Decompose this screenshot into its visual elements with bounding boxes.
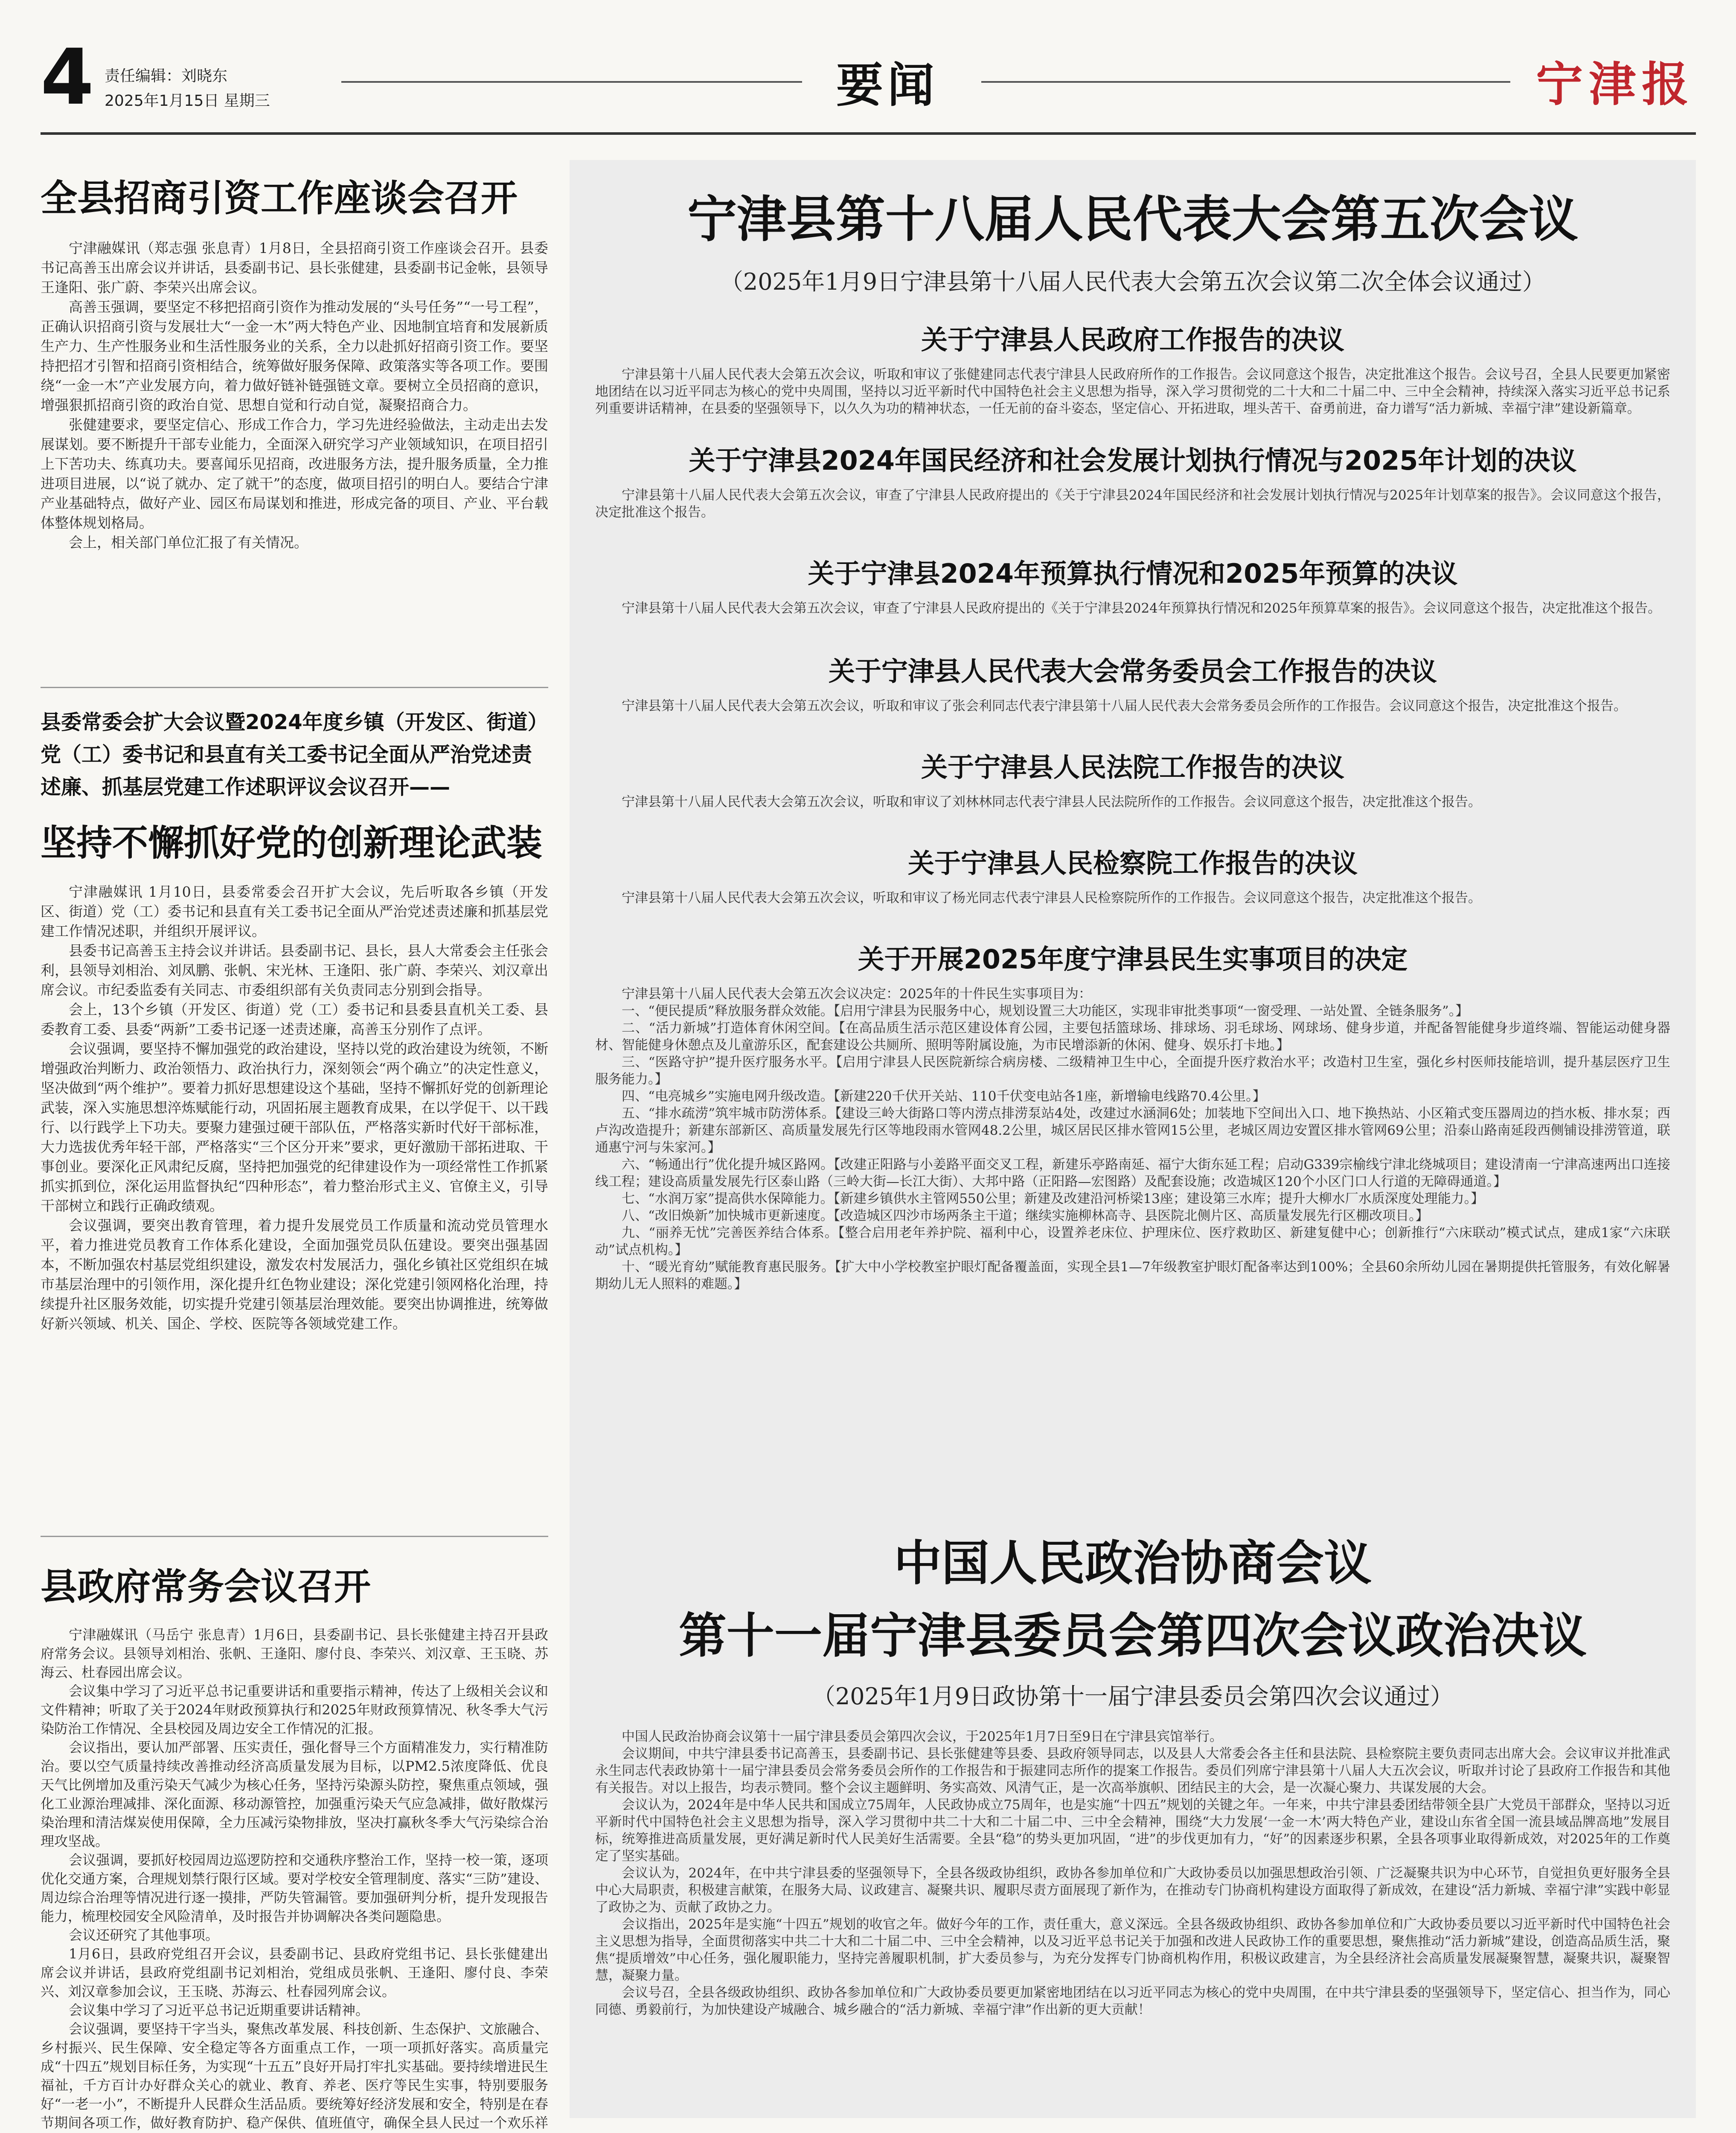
paragraph: 会议集中学习了习近平总书记重要讲话和重要指示精神，传达了上级相关会议和文件精神；听取了关于2024年财政预算执行和2025年财政预算情况、秋冬季大气污染防治工作情况、全县校园及周边安全工作情况的汇报。 bbox=[41, 1683, 548, 1737]
article-title: 坚持不懈抓好党的创新理论武装 bbox=[41, 822, 543, 864]
resolution-body: 宁津县第十八届人民代表大会第五次会议，听取和审议了杨光同志代表宁津县人民检察院所作的工作报告。会议同意这个报告，决定批准这个报告。 bbox=[622, 890, 1481, 906]
article-body bbox=[41, 238, 548, 552]
livelihood-item: 九、“丽养无忧”完善医养结合体系。【整合启用老年养护院、福利中心，设置养老床位、护理床位、医疗救助区、新建复健中心；创新推行“六床联动”模式试点，建成1家“六床联动”试点机构。】 bbox=[595, 1225, 1670, 1258]
livelihood-item: 十、“暖光育幼”赋能教育惠民服务。【扩大中小学校教室护眼灯配备覆盖面，实现全县1—7年级教室护眼灯配备率达到100%；全县60余所幼儿园在暑期提供托管服务，有效化解暑期幼儿无人照料的难题。】 bbox=[595, 1259, 1670, 1292]
resolution-standing-committee bbox=[595, 650, 1670, 715]
resolution-body: 宁津县第十八届人民代表大会第五次会议，听取和审议了张会利同志代表宁津县第十八届人民代表大会常务委员会所作的工作报告。会议同意这个报告，决定批准这个报告。 bbox=[622, 698, 1627, 714]
paragraph: 会议集中学习了习近平总书记近期重要讲话精神。 bbox=[69, 2002, 369, 2018]
decision-livelihood-projects bbox=[595, 938, 1670, 1293]
paragraph: 张健建要求，要坚定信心、形成工作合力，学习先进经验做法，主动走出去发展谋划。要不断提升干部专业能力，全面深入研究学习产业领域知识，在项目招引上下苦功夫、练真功夫。要喜闻乐见招商，改进服务方法，提升服务质量，全力推进项目进展，以“说了就办、定了就干”的态度，做项目招引的明白人。要结合宁津产业基础特点，做好产业、园区布局谋划和推进，形成完备的项目、产业、平台载体整体规划格局。 bbox=[41, 416, 548, 531]
article-county-meeting bbox=[41, 1557, 548, 2133]
paragraph: 1月6日，县政府党组召开会议，县委副书记、县政府党组书记、县长张健建出席会议并讲话，县政府党组副书记刘相治，党组成员张帆、王逢阳、廖付良、李荣兴、刘汉章参加会议，王玉晓、苏海云、杜春园列席会议。 bbox=[41, 1946, 548, 1999]
article-title: 县政府常务会议召开 bbox=[41, 1566, 371, 1608]
section-title: 要闻 bbox=[836, 58, 939, 113]
paragraph: 会议认为，2024年是中华人民共和国成立75周年，人民政协成立75周年，也是实施“十四五”规划的关键之年。一年来，中共宁津县委团结带领全县广大党员干部群众，坚持以习近平新时代中国特色社会主义思想为指导，深入学习贯彻中共二十大和二十届二中、三中全会精神，围绕“大力发展‘一金一木’两大特色产业，建设山东省全国一流县域品牌高地”发展目标，统筹推进高质量发展，更好满足新时代人民美好生活需要。全县“稳”的势头更加巩固，“进”的步伐更加有力，“好”的因素逐步积累，全县各项事业取得新成效，对2025年的工作奠定了坚实基础。 bbox=[595, 1797, 1670, 1864]
paragraph: 会上，相关部门单位汇报了有关情况。 bbox=[69, 534, 308, 551]
livelihood-item: 五、“排水疏涝”筑牢城市防涝体系。【建设三岭大街路口等内涝点排涝泵站4处，改建过水涵洞6处；加装地下空间出入口、地下换热站、小区箱式变压器周边的挡水板、排水泵；西卢沟改造提升；新建东部新区、高质量发展先行区等地段雨水管网48.2公里，城区居民区排水管网15公里，老城区周边安置区排水管网69公里；沿泰山路南延段西侧铺设排涝管道，联通惠宁河与朱家河。】 bbox=[595, 1106, 1670, 1155]
resolution-body: 宁津县第十八届人民代表大会第五次会议，听取和审议了刘林林同志代表宁津县人民法院所作的工作报告。会议同意这个报告，决定批准这个报告。 bbox=[622, 794, 1481, 810]
paragraph: 会议强调，要坚持不懈加强党的政治建设，坚持以党的政治建设为统领，不断增强政治判断力、政治领悟力、政治执行力，深刻领会“两个确立”的决定性意义，坚决做到“两个维护”。要着力抓好思想建设这个基础，坚持不懈抓好党的创新理论武装，深入实施思想淬炼赋能行动，巩固拓展主题教育成果，在以学促干、以干践行、以行践学上下功夫。要聚力建强过硬干部队伍，严格落实新时代好干部标准，大力选拔优秀年轻干部，严格落实“三个区分开来”要求，更好激励干部拓进取、干事创业。要深化正风肃纪反腐，坚持把加强党的纪律建设作为一项经常性工作抓紧抓实抓到位，深化运用监督执纪“四种形态”，着力整治形式主义、官僚主义，引导干部树立和践行正确政绩观。 bbox=[41, 1040, 548, 1214]
livelihood-item: 六、“畅通出行”优化提升城区路网。【改建正阳路与小姜路平面交叉工程，新建乐亭路南延、福宁大街东延工程；启动G339宗榆线宁津北绕城项目；建设清南一宁津高速两出口连接线工程；建设高质量发展先行区泰山路（三岭大街—长江大街）、大邦中路（正阳路—宏图路）及配套设施；改造城区120个小区门口人行道的无障碍通道。】 bbox=[595, 1157, 1670, 1189]
resolution-title: 关于宁津县人民检察院工作报告的决议 bbox=[907, 848, 1358, 879]
resolution-title: 关于宁津县人民法院工作报告的决议 bbox=[921, 752, 1344, 783]
resolution-body: 宁津县第十八届人民代表大会第五次会议，审查了宁津县人民政府提出的《关于宁津县2024年预算执行情况和2025年预算草案的报告》。会议同意这个报告，决定批准这个报告。 bbox=[622, 601, 1661, 616]
article-divider bbox=[41, 687, 548, 688]
resolution-title: 关于宁津县2024年国民经济和社会发展计划执行情况与2025年计划的决议 bbox=[689, 445, 1577, 476]
paragraph: 县委书记高善玉主持会议并讲话。县委副书记、县长，县人大常委会主任张会利，县领导刘相治、刘凤鹏、张帆、宋光林、王逢阳、张广蔚、李荣兴、刘汉章出席会议。市纪委监委有关同志、市委组织部有关负责同志分别到会指导。 bbox=[41, 942, 548, 998]
resolution-title: 关于开展2025年度宁津县民生实事项目的决定 bbox=[858, 944, 1408, 975]
resolution-body: 宁津县第十八届人民代表大会第五次会议，听取和审议了张健建同志代表宁津县人民政府所作的工作报告。会议同意这个报告，决定批准这个报告。会议号召，全县人民要更加紧密地团结在以习近平同志为核心的党中央周围，坚持以习近平新时代中国特色社会主义思想为指导，深入学习贯彻党的二十大和二十届二中、三中全会精神，持续深入落实习近平总书记系列重要讲话精神，在县委的坚强领导下，以久久为功的精神状态，一任无前的奋斗姿态，坚定信心、开拓进取，埋头苦干、奋勇前进，奋力谱写“活力新城、幸福宁津”建设新篇章。 bbox=[595, 367, 1670, 416]
resolution-procuratorate bbox=[595, 842, 1670, 907]
livelihood-item: 八、“改旧焕新”加快城市更新速度。【改造城区四沙市场两条主干道；继续实施柳林高寺、县医院北侧片区、高质量发展先行区棚改项目。】 bbox=[622, 1208, 1429, 1223]
paragraph: 会议期间，中共宁津县委书记高善玉，县委副书记、县长张健建等县委、县政府领导同志，以及县人大常委会各主任和县法院、县检察院主要负责同志出席大会。会议审议并批准武永生同志代表政协第十一届宁津县委员会常务委员会所作的工作报告和于振建同志所作的提案工作报告。委员们列席宁津县第十八届人大五次会议，听取并讨论了县政府工作报告和其他有关报告。对以上报告，均表示赞同。整个会议主题鲜明、务实高效、风清气正，是一次高举旗帜、团结民主的大会，是一次凝心聚力、共谋发展的大会。 bbox=[595, 1746, 1670, 1796]
livelihood-item: 一、“便民提质”释放服务群众效能。【启用宁津县为民服务中心，规划设置三大功能区，实现非审批类事项“一窗受理、一站处置、全链条服务”。】 bbox=[622, 1003, 1469, 1019]
cppcc-title-line1: 中国人民政治协商会议 bbox=[894, 1536, 1372, 1591]
newspaper-logo: 宁津报 bbox=[1536, 57, 1695, 112]
resolution-economic-plan bbox=[595, 439, 1670, 521]
paragraph: 宁津融媒讯 1月10日，县委常委会召开扩大会议，先后听取各乡镇（开发区、街道）党（工）委书记和县直有关工委书记全面从严治党述责述廉和抓基层党建工作情况述职，并组织开展评议。 bbox=[41, 883, 548, 939]
livelihood-item: 二、“活力新城”打造体育休闲空间。【在高品质生活示范区建设体育公园，主要包括篮球场、排球场、羽毛球场、网球场、健身步道，并配备智能健身步道终端、智能运动健身器材、智能健身休憩点及儿童游乐区，配套建设公共厕所、照明等附属设施，为市民增添新的休闲、健身、娱乐打卡地。】 bbox=[595, 1020, 1670, 1053]
paragraph: 会上，13个乡镇（开发区、街道）党（工）委书记和县委县直机关工委、县委教育工委、县委“两新”工委书记逐一述责述廉，高善玉分别作了点评。 bbox=[41, 1001, 548, 1037]
resolution-title: 关于宁津县人民代表大会常务委员会工作报告的决议 bbox=[828, 656, 1437, 687]
article-party-theory bbox=[41, 706, 548, 1334]
article-divider bbox=[41, 1536, 548, 1537]
article-kicker: 县委常委会扩大会议暨2024年度乡镇（开发区、街道）党（工）委书记和县直有关工委书记全面从严治党述责述廉、抓基层党建工作述职评议会议召开—— bbox=[41, 710, 548, 799]
header-rule-right bbox=[981, 81, 1510, 83]
paragraph: 会议强调，要突出教育管理，着力提升发展党员工作质量和流动党员管理水平，着力推进党员教育工作体系化建设，全面加强党员队伍建设。要突出强基固本，不断加强农村基层党组织建设，激发农村发展活力，强化乡镇社区党组织在城市基层治理中的引领作用，深化提升红色物业建设；深化党建引领网格化治理，持续提升社区服务效能，切实提升党建引领基层治理效能。要突出协调推进，统筹做好新兴领域、机关、国企、学校、医院等各领域党建工作。 bbox=[41, 1217, 548, 1332]
cppcc-body bbox=[595, 1728, 1670, 2018]
paragraph: 中国人民政治协商会议第十一届宁津县委员会第四次会议，于2025年1月7日至9日在宁津县宾馆举行。 bbox=[622, 1729, 1223, 1744]
cppcc-resolution-section bbox=[595, 1531, 1670, 2018]
livelihood-intro: 宁津县第十八届人民代表大会第五次会议决定：2025年的十件民生实事项目为： bbox=[622, 986, 1092, 1002]
resolution-government-report bbox=[595, 319, 1670, 417]
livelihood-item: 四、“电亮城乡”实施电网升级改造。【新建220千伏开关站、110千伏变电站各1座，新增输电线路70.4公里。】 bbox=[622, 1089, 1266, 1104]
paragraph: 会议强调，要坚持干字当头，聚焦改革发展、科技创新、生态保护、文旅融合、乡村振兴、民生保障、安全稳定等各方面重点工作，一项一项抓好落实。高质量完成“十四五”规划目标任务，为实现“十五五”良好开局打牢扎实基础。要持续增进民生福祉，千方百计办好群众关心的就业、教育、养老、医疗等民生实事，特别要服务好“一老一小”，不断提升人民群众生活品质。要统筹好经济发展和安全，特别是在春节期间各项工作，做好教育防护、稳产保供、值班值守，确保全县人民过一个欢乐祥 bbox=[41, 2021, 548, 2131]
cppcc-adoption-note: （2025年1月9日政协第十一届宁津县委员会第四次会议通过） bbox=[812, 1683, 1454, 1710]
resolution-body: 宁津县第十八届人民代表大会第五次会议，审查了宁津县人民政府提出的《关于宁津县2024年国民经济和社会发展计划执行情况与2025年计划草案的报告》。会议同意这个报告，决定批准这个报告。 bbox=[595, 488, 1670, 520]
masthead-divider bbox=[41, 132, 1696, 135]
paragraph: 会议强调，要抓好校园周边巡逻防控和交通秩序整治工作，坚持一校一策，逐项优化交通方案，合理规划禁行限行区域。要对学校安全管理制度、落实“三防”建设、周边综合治理等情况进行逐一摸排，严防失管漏管。要加强研判分析，提升发现报告能力，梳理校园安全风险清单，及时报告并协调解决各类问题隐患。 bbox=[41, 1852, 548, 1924]
npc-main-title: 宁津县第十八届人民代表大会第五次会议 bbox=[687, 191, 1578, 248]
article-body bbox=[41, 1625, 548, 2133]
paragraph: 会议指出，2025年是实施“十四五”规划的收官之年。做好今年的工作，责任重大，意义深远。全县各级政协组织、政协各参加单位和广大政协委员要以习近平新时代中国特色社会主义思想为指导，全面贯彻落实中共二十大和二十届二中、三中全会精神，以及习近平总书记关于加强和改进人民政协工作的重要思想，聚焦推动“活力新城”建设，创造高品质生活，聚焦“提质增效”中心任务，强化履职能力，坚持完善履职机制，扩大委员参与，为充分发挥专门协商机构作用，积极议政建言，为全县经济社会高质量发展凝聚智慧，凝聚共识，凝聚智慧，凝聚力量。 bbox=[595, 1917, 1670, 1983]
paragraph: 会议号召，全县各级政协组织、政协各参加单位和广大政协委员要更加紧密地团结在以习近平同志为核心的党中央周围，在中共宁津县委的坚强领导下，坚定信心、担当作为，同心同德、勇毅前行，为加快建设产城融合、城乡融合的“活力新城、幸福宁津”作出新的更大贡献！ bbox=[595, 1985, 1670, 2017]
livelihood-item: 三、“医路守护”提升医疗服务水平。【启用宁津县人民医院新综合病房楼、二级精神卫生中心，全面提升医疗救治水平；改造村卫生室，强化乡村医师技能培训，提升基层医疗卫生服务能力。】 bbox=[595, 1055, 1670, 1087]
paragraph: 宁津融媒讯（郑志强 张息青）1月8日，全县招商引资工作座谈会召开。县委书记高善玉出席会议并讲话，县委副书记、县长张健建，县委副书记金帐，县领导王逢阳、张广蔚、李荣兴出席会议。 bbox=[41, 240, 548, 296]
resolution-title: 关于宁津县人民政府工作报告的决议 bbox=[921, 324, 1344, 355]
cppcc-title-line2: 第十一届宁津县委员会第四次会议政治决议 bbox=[679, 1608, 1587, 1664]
npc-session-section bbox=[595, 188, 1670, 1293]
article-title: 全县招商引资工作座谈会召开 bbox=[41, 177, 518, 220]
livelihood-item: 七、“水润万家”提高供水保障能力。【新建乡镇供水主管网550公里；新建及改建沿河桥梁13座；建设第三水库；提升大柳水厂水质深度处理能力。】 bbox=[622, 1191, 1484, 1206]
paragraph: 高善玉强调，要坚定不移把招商引资作为推动发展的“头号任务”“一号工程”，正确认识招商引资与发展壮大“一金一木”两大特色产业、因地制宜培育和发展新质生产力、生产性服务业和生活性服务业的关系，全力以赴抓好招商引资工作。要坚持把招才引智和招商引资相结合，统筹做好服务保障、政策落实等各项工作。要围绕“一金一木”产业发展方向，着力做好链补链强链文章。要树立全员招商的意识，增强狠抓招商引资的政治自觉、思想自觉和行动自觉，凝聚招商合力。 bbox=[41, 299, 548, 413]
article-investment-forum bbox=[41, 169, 548, 552]
paragraph: 会议认为，2024年，在中共宁津县委的坚强领导下，全县各级政协组织，政协各参加单位和广大政协委员以加强思想政治引领、广泛凝聚共识为中心环节，自觉担负更好服务全县中心大局职责，积极建言献策，在服务大局、议政建言、凝聚共识、履职尽责方面展现了新作为，在推动专门协商机构建设方面取得了新成效，在建设“活力新城、幸福宁津”实践中彰显了政协之为、贡献了政协之力。 bbox=[595, 1866, 1670, 1915]
resolution-title: 关于宁津县2024年预算执行情况和2025年预算的决议 bbox=[808, 558, 1458, 589]
paragraph: 宁津融媒讯（马岳宁 张息青）1月6日，县委副书记、县长张健建主持召开县政府常务会议。县领导刘相治、张帆、王逢阳、廖付良、李荣兴、刘汉章、王玉晓、苏海云、杜春园出席会议。 bbox=[41, 1627, 548, 1680]
issue-date: 2025年1月15日 星期三 bbox=[105, 92, 270, 110]
editor-line: 责任编辑：刘晓东 bbox=[105, 67, 228, 85]
paragraph: 会议还研究了其他事项。 bbox=[69, 1927, 219, 1943]
resolution-budget bbox=[595, 552, 1670, 617]
article-body bbox=[41, 882, 548, 1334]
resolution-court bbox=[595, 746, 1670, 811]
header-rule-left bbox=[341, 81, 802, 83]
page-number: 4 bbox=[41, 33, 94, 122]
npc-adoption-note: （2025年1月9日宁津县第十八届人民代表大会第五次会议第二次全体会议通过） bbox=[720, 268, 1546, 295]
paragraph: 会议指出，要认加严部署、压实责任，强化督导三个方面精准发力，实行精准防治。要以空气质量持续改善推动经济高质量发展为目标，以PM2.5浓度降低、优良天气比例增加及重污染天气减少为核心任务，坚持污染源头防控，聚焦重点领域，强化工业源治理减排、深化面源、移动源管控，加强重污染天气应急减排，做好散煤污染治理和清洁煤炭使用保障，全力压减污染物排放，坚决打赢秋冬季大气污染综合治理攻坚战。 bbox=[41, 1739, 548, 1849]
